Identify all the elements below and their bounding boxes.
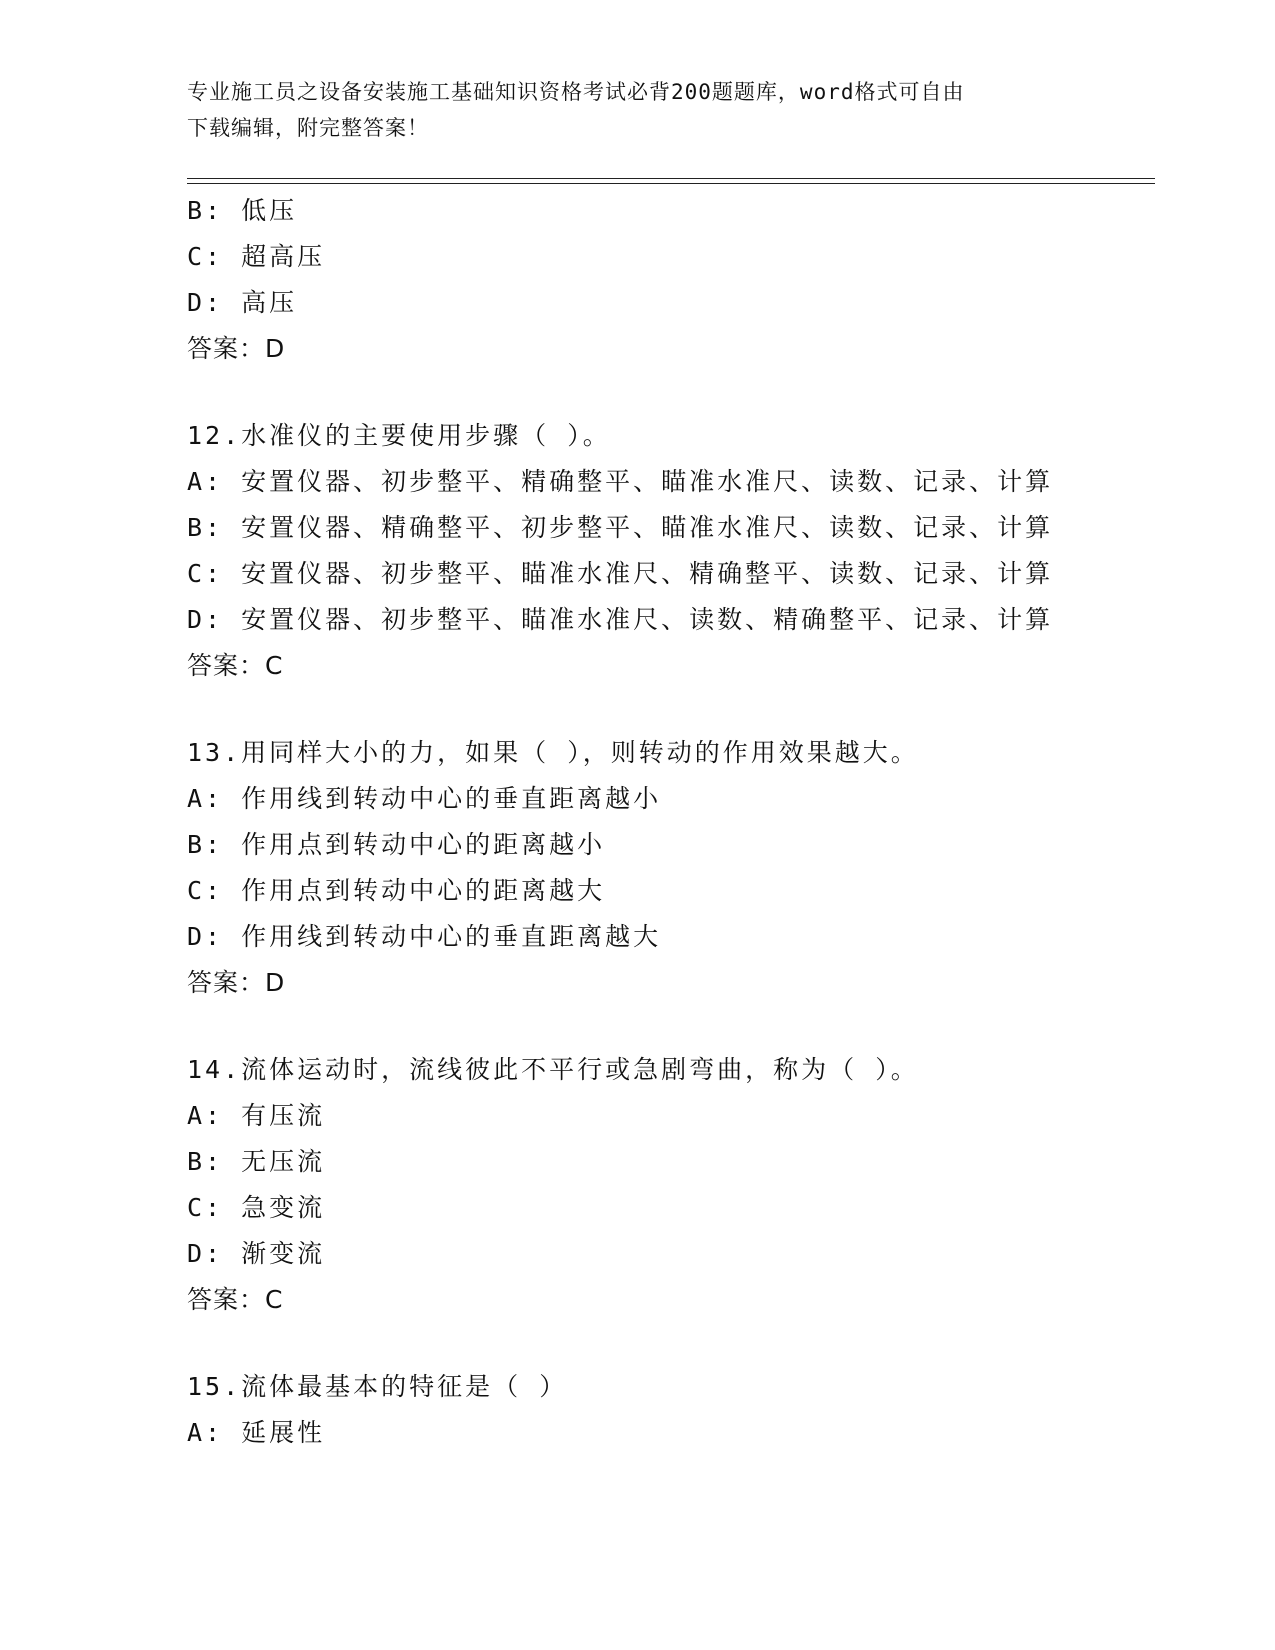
question-stem: 15.流体最基本的特征是（ ） bbox=[187, 1372, 568, 1401]
option-a: A: 作用线到转动中心的垂直距离越小 bbox=[187, 784, 662, 813]
spacer bbox=[187, 372, 1147, 413]
question-11-tail bbox=[187, 188, 1147, 372]
question-12 bbox=[187, 413, 1147, 689]
question-stem: 12.水准仪的主要使用步骤（ ）。 bbox=[187, 421, 611, 450]
option-d: D: 作用线到转动中心的垂直距离越大 bbox=[187, 922, 662, 951]
option-c: C: 作用点到转动中心的距离越大 bbox=[187, 876, 606, 905]
header-title-line-2: 下载编辑，附完整答案！ bbox=[187, 116, 429, 140]
option-b: B: 低压 bbox=[187, 196, 298, 225]
option-b: B: 作用点到转动中心的距离越小 bbox=[187, 830, 606, 859]
option-a: A: 有压流 bbox=[187, 1101, 326, 1130]
option-d: D: 渐变流 bbox=[187, 1239, 326, 1268]
header-title-line-1: 专业施工员之设备安装施工基础知识资格考试必背200题题库，word格式可自由 bbox=[187, 80, 965, 104]
spacer bbox=[187, 689, 1147, 730]
answer: 答案：D bbox=[187, 334, 286, 363]
option-d: D: 高压 bbox=[187, 288, 298, 317]
question-15 bbox=[187, 1364, 1147, 1456]
option-c: C: 安置仪器、初步整平、瞄准水准尺、精确整平、读数、记录、计算 bbox=[187, 559, 1054, 588]
question-stem: 13.用同样大小的力，如果（ ），则转动的作用效果越大。 bbox=[187, 738, 919, 767]
question-list bbox=[187, 188, 1147, 1456]
document-header bbox=[187, 74, 1067, 146]
option-a: A: 延展性 bbox=[187, 1418, 326, 1447]
answer: 答案：D bbox=[187, 968, 286, 997]
option-c: C: 超高压 bbox=[187, 242, 326, 271]
header-divider-top bbox=[187, 178, 1155, 179]
question-13 bbox=[187, 730, 1147, 1006]
option-b: B: 安置仪器、精确整平、初步整平、瞄准水准尺、读数、记录、计算 bbox=[187, 513, 1054, 542]
spacer bbox=[187, 1323, 1147, 1364]
option-a: A: 安置仪器、初步整平、精确整平、瞄准水准尺、读数、记录、计算 bbox=[187, 467, 1054, 496]
answer: 答案：C bbox=[187, 651, 284, 680]
spacer bbox=[187, 1006, 1147, 1047]
header-divider-bottom bbox=[187, 183, 1155, 184]
option-d: D: 安置仪器、初步整平、瞄准水准尺、读数、精确整平、记录、计算 bbox=[187, 605, 1054, 634]
option-c: C: 急变流 bbox=[187, 1193, 326, 1222]
answer: 答案：C bbox=[187, 1285, 284, 1314]
option-b: B: 无压流 bbox=[187, 1147, 326, 1176]
question-14 bbox=[187, 1047, 1147, 1323]
question-stem: 14.流体运动时，流线彼此不平行或急剧弯曲，称为（ ）。 bbox=[187, 1055, 919, 1084]
